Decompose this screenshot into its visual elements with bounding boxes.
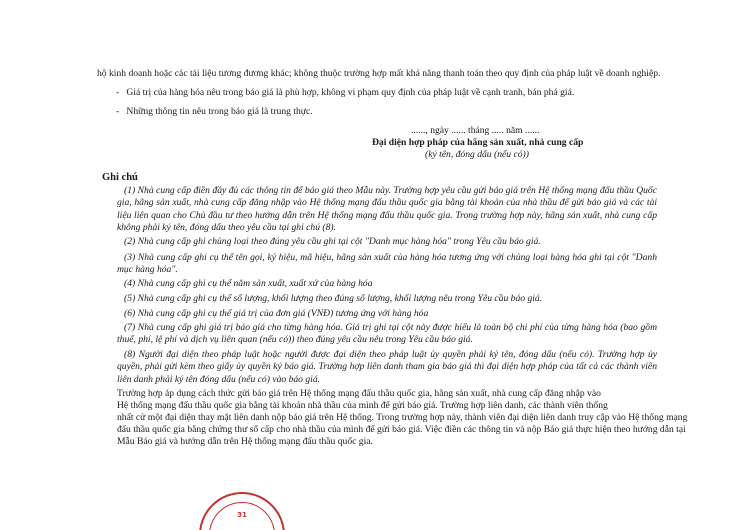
signature-date-line: ......, ngày ...... tháng ..... năm ...... (411, 125, 540, 136)
note-2: (2) Nhà cung cấp ghi chủng loại theo đúng yêu cầu ghi tại cột "Danh mục hàng hóa" trong Yêu cầu báo giá. (124, 236, 541, 247)
note-6: (6) Nhà cung cấp ghi cụ thể giá trị của đơn giá (VNĐ) tương ứng với hàng hóa (124, 308, 429, 319)
bullet-text-1: Giá trị của hàng hóa nêu trong báo giá là phù hợp, không vi phạm quy định của pháp luật về cạnh tranh, bán phá giá. (126, 87, 575, 98)
closing-line-3: nhất cử một đại diện thay mặt liên danh nộp báo giá trên Hệ thống. Trong trường hợp này, thành viên đại diện liên danh truy cập vào Hệ thống mạng (117, 412, 688, 423)
closing-line-5: Mẫu Báo giá và hướng dẫn trên Hệ thống mạng đấu thầu quốc gia. (117, 436, 373, 447)
notes-heading: Ghi chú (102, 172, 138, 183)
note-8: (8) Người đại diện theo pháp luật hoặc người được đại diện theo pháp luật ủy quyền phải ký tên, đóng dấu (nếu có). Trường hợp ủy quyền, phải gửi kèm theo giấy ủy quyền ký báo giá. Trường hợp liên danh tham gia báo giá thì đại diện hợp pháp của tất cả các thành viên liên danh phải ký tên đóng dấu (nếu có) vào báo giá. (117, 349, 657, 385)
note-4: (4) Nhà cung cấp ghi cụ thể năm sản xuất, xuất xứ của hàng hóa (124, 278, 373, 289)
note-3: (3) Nhà cung cấp ghi cụ thể tên gọi, ký hiệu, mã hiệu, hãng sản xuất của hàng hóa tương ứng với chủng loại hàng hóa ghi tại cột "Danh mục hàng hóa". (117, 252, 657, 276)
bullet-item-1: - Giá trị của hàng hóa nêu trong báo giá là phù hợp, không vi phạm quy định của pháp luật về cạnh tranh, bán phá giá. (116, 87, 575, 98)
bullet-text-2: Những thông tin nêu trong báo giá là trung thực. (126, 106, 313, 117)
closing-line-4: đấu thầu quốc gia bằng chứng thư số cấp cho nhà thầu của mình để gửi báo giá. Việc điền các thông tin và nộp Báo giá thực hiện theo hướng dẫn tại (117, 424, 686, 435)
note-7: (7) Nhà cung cấp ghi giá trị báo giá cho từng hàng hóa. Giá trị ghi tại cột này được hiểu là toàn bộ chi phí của từng hàng hóa (bao gồm thuế, phí, lệ phí và dịch vụ liên quan (nếu có)) theo đúng yêu cầu nêu trong Yêu cầu báo giá. (117, 322, 657, 346)
red-seal-stamp (199, 492, 285, 530)
note-1: (1) Nhà cung cấp điền đầy đủ các thông tin để báo giá theo Mẫu này. Trường hợp yêu cầu gửi báo giá trên Hệ thống mạng đấu thầu Quốc gia, hãng sản xuất, nhà cung cấp đăng nhập vào Hệ thống mạng đấu thầu quốc gia bằng tài khoản của nhà thầu để gửi báo giá và các tài liệu liên quan cho Chủ đầu tư theo hướng dẫn trên Hệ thống mạng đấu thầu quốc gia. Trong trường hợp này, hãng sản xuất, nhà cung cấp không phải ký tên, đóng dấu theo yêu cầu tại ghi chú (8). (117, 185, 657, 234)
seal-text: 31 (237, 511, 247, 519)
note-5: (5) Nhà cung cấp ghi cụ thể số lượng, khối lượng theo đúng số lượng, khối lượng nêu trong Yêu cầu báo giá. (124, 293, 543, 304)
text-line-top: hộ kinh doanh hoặc các tài liệu tương đương khác; không thuộc trường hợp mất khả năng thanh toán theo quy định của pháp luật về doanh nghiệp. (97, 68, 661, 79)
bullet-item-2: - Những thông tin nêu trong báo giá là trung thực. (116, 106, 313, 117)
closing-line-1: Trường hợp áp dụng cách thức gửi báo giá trên Hệ thống mạng đấu thầu quốc gia, hãng sản xuất, nhà cung cấp đăng nhập vào (117, 388, 601, 399)
seal-clip (199, 492, 285, 530)
closing-line-2: Hệ thống mạng đấu thầu quốc gia bằng tài khoản nhà thầu của mình để gửi báo giá. Trường hợp liên danh, các thành viên thống (117, 400, 608, 411)
signature-title: Đại diện hợp pháp của hãng sản xuất, nhà cung cấp (372, 137, 584, 148)
signature-note: (ký tên, đóng dấu (nếu có)) (425, 149, 529, 160)
